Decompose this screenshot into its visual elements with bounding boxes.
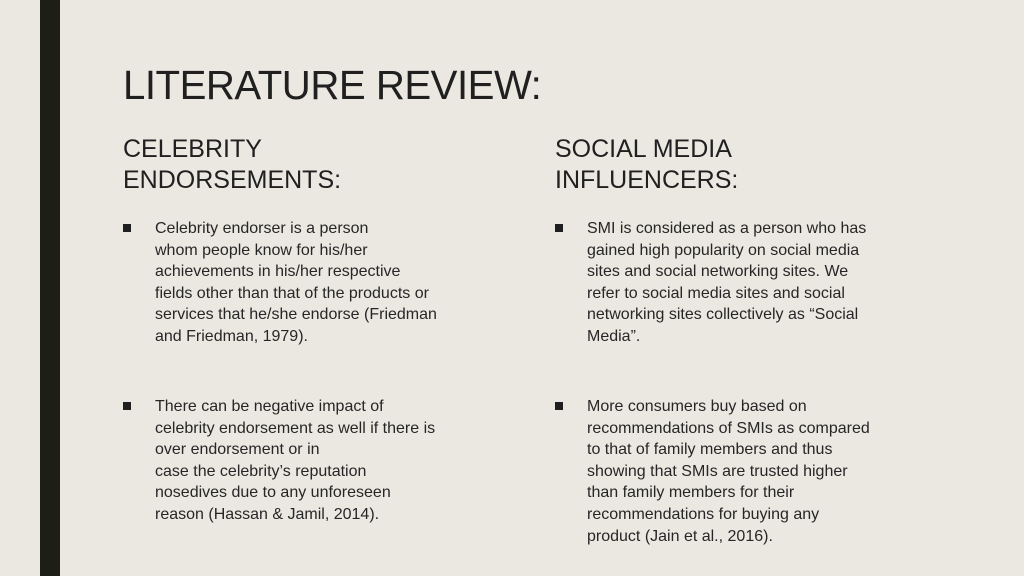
- bullet-text: More consumers buy based on recommendations of SMIs as compared to that of family members and thus showing that SMIs are trusted higher than family members for their recommendations for buying any product (Jain et al., 2016).: [587, 398, 870, 545]
- square-bullet-icon: [123, 224, 131, 232]
- square-bullet-icon: [123, 402, 131, 410]
- square-bullet-icon: [555, 402, 563, 410]
- bullet-text: SMI is considered as a person who has gained high popularity on social media sites and social networking sites. We refer to social media sites and social networking sites collectively as “Social Media”.: [587, 220, 867, 345]
- bullet-text: There can be negative impact of celebrity endorsement as well if there is over endorsement or in case the celebrity’s reputation nosedives due to any unforeseen reason (Hassan & Jamil, 2014).: [155, 398, 436, 523]
- slide-title: LITERATURE REVIEW:: [123, 62, 542, 108]
- column-celebrity-endorsements: [123, 134, 503, 523]
- bullet-text: Celebrity endorser is a person whom people know for his/her achievements in his/her respective fields other than that of the products or services that he/she endorse (Friedman and Friedman, 1979).: [155, 220, 437, 345]
- column-heading-social-media-influencers: SOCIAL MEDIA INFLUENCERS:: [555, 135, 739, 194]
- square-bullet-icon: [555, 224, 563, 232]
- column-social-media-influencers: [555, 134, 935, 545]
- left-accent-bar: [40, 0, 60, 576]
- column-heading-celebrity-endorsements: CELEBRITY ENDORSEMENTS:: [123, 135, 342, 194]
